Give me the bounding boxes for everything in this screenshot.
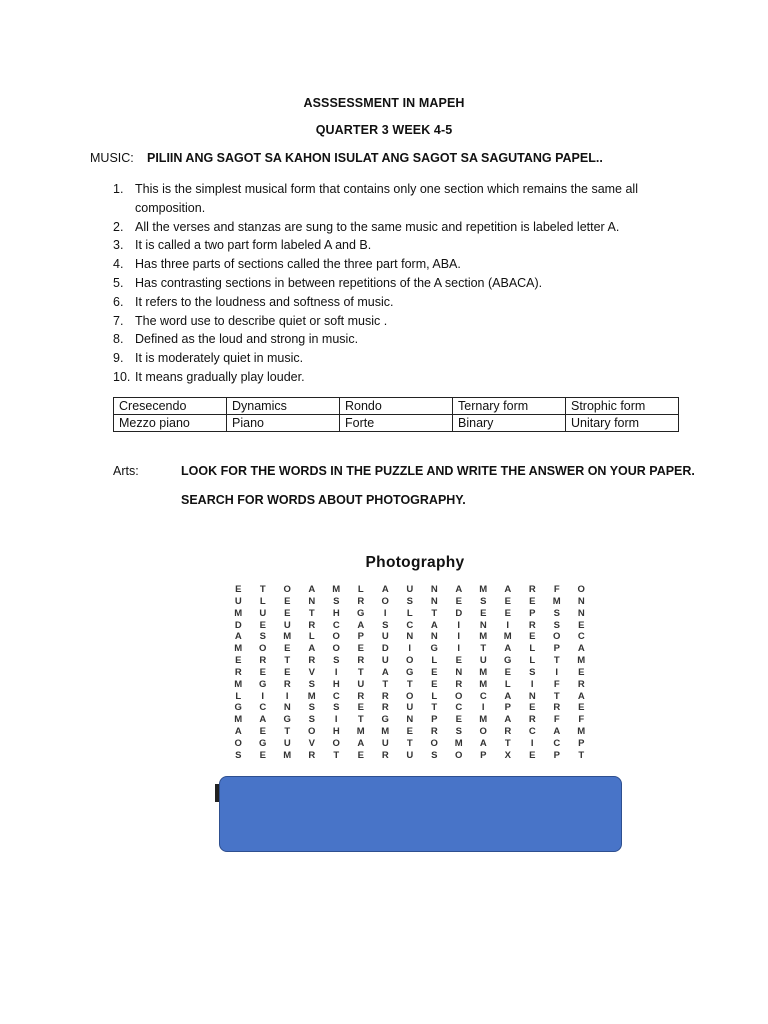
grid-letter: E bbox=[357, 643, 364, 655]
grid-letter: R bbox=[283, 678, 291, 690]
question-number: 10. bbox=[113, 369, 131, 384]
question-number: 1. bbox=[113, 182, 124, 196]
grid-letter: C bbox=[332, 619, 340, 631]
grid-letter: E bbox=[455, 714, 462, 726]
document-title: ASSSESSMENT IN MAPEH bbox=[303, 96, 465, 110]
grid-letter: T bbox=[406, 737, 413, 749]
grid-letter: P bbox=[504, 702, 511, 714]
grid-letter: G bbox=[259, 737, 267, 749]
grid-letter: N bbox=[406, 714, 414, 726]
grid-letter: R bbox=[381, 690, 389, 702]
grid-letter: E bbox=[578, 619, 585, 631]
question-number: 8. bbox=[113, 332, 124, 347]
grid-letter: E bbox=[529, 749, 536, 761]
grid-letter: M bbox=[479, 666, 488, 678]
grid-letter: A bbox=[455, 584, 463, 595]
grid-letter: R bbox=[308, 619, 316, 631]
grid-letter: O bbox=[406, 690, 414, 702]
grid-letter: M bbox=[577, 655, 586, 667]
question-number: 7. bbox=[113, 313, 124, 328]
grid-letter: N bbox=[283, 702, 291, 714]
grid-letter: T bbox=[578, 749, 585, 761]
grid-letter: I bbox=[530, 737, 534, 749]
grid-letter: L bbox=[529, 655, 536, 667]
grid-letter: G bbox=[430, 643, 438, 655]
grid-letter: S bbox=[333, 595, 340, 607]
question-number: 5. bbox=[113, 275, 124, 290]
grid-letter: R bbox=[381, 702, 389, 714]
grid-letter: P bbox=[480, 749, 487, 761]
grid-letter: P bbox=[553, 643, 560, 655]
question-item bbox=[113, 236, 683, 255]
grid-letter: C bbox=[553, 737, 561, 749]
grid-letter: U bbox=[406, 749, 414, 761]
grid-letter: E bbox=[529, 702, 536, 714]
grid-letter: R bbox=[259, 655, 267, 667]
grid-letter: C bbox=[455, 702, 463, 714]
grid-letter: L bbox=[308, 631, 315, 643]
grid-letter: M bbox=[283, 631, 292, 643]
grid-letter: S bbox=[455, 726, 462, 738]
grid-letter: A bbox=[577, 690, 585, 702]
grid-letter: O bbox=[553, 631, 561, 643]
question-text: The word use to describe quiet or soft music . bbox=[135, 313, 388, 328]
table-cell: Rondo bbox=[340, 398, 453, 415]
music-section-label: MUSIC: bbox=[90, 151, 134, 165]
grid-letter: T bbox=[431, 702, 438, 714]
grid-letter: R bbox=[357, 655, 365, 667]
grid-letter: S bbox=[308, 702, 315, 714]
grid-letter: N bbox=[308, 595, 316, 607]
grid-letter: I bbox=[408, 643, 412, 655]
grid-letter: P bbox=[553, 749, 560, 761]
grid-letter: O bbox=[259, 643, 267, 655]
grid-letter: O bbox=[308, 726, 316, 738]
grid-letter: T bbox=[406, 678, 413, 690]
question-text: It is called a two part form labeled A and B. bbox=[135, 238, 372, 253]
grid-letter: E bbox=[235, 584, 242, 595]
grid-letter: F bbox=[553, 714, 560, 726]
grid-letter: R bbox=[357, 690, 365, 702]
grid-letter: U bbox=[259, 607, 267, 619]
grid-letter: S bbox=[553, 607, 560, 619]
table-cell: Dynamics bbox=[227, 398, 340, 415]
grid-letter: D bbox=[455, 607, 463, 619]
question-number: 2. bbox=[113, 219, 124, 234]
question-item bbox=[113, 180, 683, 218]
grid-letter: O bbox=[577, 584, 585, 595]
grid-letter: T bbox=[284, 655, 291, 667]
grid-letter: G bbox=[234, 702, 242, 714]
grid-letter: S bbox=[553, 619, 560, 631]
grid-letter: U bbox=[283, 737, 291, 749]
grid-letter: E bbox=[578, 702, 585, 714]
grid-letter: I bbox=[285, 690, 289, 702]
grid-letter: H bbox=[332, 726, 340, 738]
grid-letter: A bbox=[479, 737, 487, 749]
grid-letter: A bbox=[234, 726, 242, 738]
grid-letter: R bbox=[308, 749, 316, 761]
grid-letter: P bbox=[578, 737, 585, 749]
grid-letter: T bbox=[382, 678, 389, 690]
grid-letter: M bbox=[479, 584, 488, 595]
grid-letter: O bbox=[479, 726, 487, 738]
grid-letter: R bbox=[357, 595, 365, 607]
grid-letter: E bbox=[504, 595, 511, 607]
grid-letter: C bbox=[332, 690, 340, 702]
table-cell: Ternary form bbox=[453, 398, 566, 415]
grid-letter: I bbox=[506, 619, 510, 631]
question-text: Defined as the loud and strong in music. bbox=[135, 332, 359, 347]
grid-letter: A bbox=[357, 619, 365, 631]
grid-letter: F bbox=[553, 678, 560, 690]
grid-letter: U bbox=[234, 595, 242, 607]
grid-letter: U bbox=[479, 655, 487, 667]
grid-letter: R bbox=[308, 655, 316, 667]
grid-letter: V bbox=[308, 737, 315, 749]
grid-letter: T bbox=[431, 607, 438, 619]
grid-letter: T bbox=[333, 749, 340, 761]
table-cell: Unitary form bbox=[566, 415, 679, 432]
grid-letter: D bbox=[381, 643, 389, 655]
grid-letter: E bbox=[431, 678, 438, 690]
grid-letter: H bbox=[332, 607, 340, 619]
grid-letter: U bbox=[283, 619, 291, 631]
table-cell: Piano bbox=[227, 415, 340, 432]
grid-letter: A bbox=[504, 690, 512, 702]
grid-letter: L bbox=[431, 690, 438, 702]
grid-letter: M bbox=[454, 737, 463, 749]
grid-letter: L bbox=[504, 678, 511, 690]
grid-letter: O bbox=[430, 737, 438, 749]
grid-letter: T bbox=[357, 714, 364, 726]
grid-letter: S bbox=[333, 655, 340, 667]
grid-letter: M bbox=[479, 678, 488, 690]
grid-letter: G bbox=[283, 714, 291, 726]
question-text: It is moderately quiet in music. bbox=[135, 351, 304, 366]
arts-instruction: LOOK FOR THE WORDS IN THE PUZZLE AND WRITE THE ANSWER ON YOUR PAPER. bbox=[181, 464, 695, 478]
grid-letter: E bbox=[480, 607, 487, 619]
grid-letter: A bbox=[504, 584, 512, 595]
grid-letter: R bbox=[234, 666, 242, 678]
question-text: It refers to the loudness and softness of music. bbox=[135, 294, 394, 309]
grid-letter: L bbox=[406, 607, 413, 619]
grid-letter: L bbox=[357, 584, 364, 595]
grid-letter: L bbox=[431, 655, 438, 667]
grid-letter: N bbox=[577, 595, 585, 607]
grid-letter: G bbox=[357, 607, 365, 619]
grid-letter: N bbox=[577, 607, 585, 619]
grid-letter: M bbox=[577, 726, 586, 738]
grid-letter: V bbox=[308, 666, 315, 678]
grid-letter: S bbox=[406, 595, 413, 607]
answer-choices-table bbox=[113, 397, 679, 432]
grid-letter: I bbox=[530, 678, 534, 690]
grid-letter: U bbox=[381, 631, 389, 643]
grid-letter: N bbox=[430, 631, 438, 643]
grid-letter: M bbox=[552, 595, 561, 607]
grid-letter: E bbox=[529, 631, 536, 643]
grid-letter: U bbox=[406, 584, 414, 595]
grid-letter: L bbox=[259, 595, 266, 607]
question-text: Has three parts of sections called the three part form, ABA. bbox=[135, 257, 461, 272]
table-cell: Mezzo piano bbox=[114, 415, 227, 432]
grid-letter: M bbox=[479, 631, 488, 643]
grid-letter: I bbox=[334, 714, 338, 726]
grid-letter: C bbox=[406, 619, 414, 631]
grid-letter: R bbox=[528, 619, 536, 631]
grid-letter: S bbox=[382, 619, 389, 631]
grid-letter: E bbox=[529, 595, 536, 607]
document-subtitle: QUARTER 3 WEEK 4-5 bbox=[315, 123, 453, 137]
grid-letter: U bbox=[381, 655, 389, 667]
grid-letter: A bbox=[234, 631, 242, 643]
grid-letter: I bbox=[334, 666, 338, 678]
grid-letter: A bbox=[381, 666, 389, 678]
grid-letter: R bbox=[528, 584, 536, 595]
grid-letter: O bbox=[283, 584, 291, 595]
grid-letter: M bbox=[356, 726, 365, 738]
grid-letter: E bbox=[504, 666, 511, 678]
grid-letter: F bbox=[553, 584, 560, 595]
question-item bbox=[113, 293, 683, 312]
grid-letter: G bbox=[259, 678, 267, 690]
grid-letter: E bbox=[406, 726, 413, 738]
grid-letter: M bbox=[503, 631, 512, 643]
grid-letter: U bbox=[381, 737, 389, 749]
question-number: 6. bbox=[113, 294, 124, 309]
grid-letter: A bbox=[381, 584, 389, 595]
table-cell: Binary bbox=[453, 415, 566, 432]
grid-letter: C bbox=[528, 726, 536, 738]
grid-letter: R bbox=[504, 726, 512, 738]
grid-letter: S bbox=[431, 749, 438, 761]
grid-letter: N bbox=[430, 584, 438, 595]
question-item bbox=[113, 255, 683, 274]
grid-letter: U bbox=[406, 702, 414, 714]
question-text: Has contrasting sections in between repetitions of the A section (ABACA). bbox=[135, 275, 543, 290]
grid-letter: T bbox=[259, 584, 266, 595]
grid-letter: E bbox=[455, 655, 462, 667]
table-cell: Cresecendo bbox=[114, 398, 227, 415]
grid-letter: M bbox=[234, 607, 243, 619]
grid-letter: T bbox=[553, 655, 560, 667]
grid-letter: P bbox=[529, 607, 536, 619]
grid-letter: O bbox=[234, 737, 242, 749]
grid-letter: E bbox=[431, 666, 438, 678]
grid-letter: N bbox=[479, 619, 487, 631]
table-cell: Forte bbox=[340, 415, 453, 432]
question-item bbox=[113, 368, 683, 387]
grid-letter: T bbox=[480, 643, 487, 655]
grid-letter: E bbox=[284, 595, 291, 607]
grid-letter: M bbox=[307, 690, 316, 702]
question-text: This is the simplest musical form that contains only one section which remains the same all composition. bbox=[135, 182, 638, 215]
grid-letter: E bbox=[284, 607, 291, 619]
question-item bbox=[113, 312, 683, 331]
grid-letter: R bbox=[528, 714, 536, 726]
grid-letter: G bbox=[406, 666, 414, 678]
grid-letter: P bbox=[431, 714, 438, 726]
grid-letter: L bbox=[235, 690, 242, 702]
grid-letter: E bbox=[259, 726, 266, 738]
grid-letter: T bbox=[357, 666, 364, 678]
arts-section-label: Arts: bbox=[113, 464, 139, 478]
grid-letter: M bbox=[234, 643, 243, 655]
grid-letter: C bbox=[577, 631, 585, 643]
question-number: 4. bbox=[113, 257, 124, 272]
question-item bbox=[113, 349, 683, 368]
grid-letter: N bbox=[528, 690, 536, 702]
music-question-list bbox=[113, 180, 683, 387]
grid-letter: F bbox=[578, 714, 585, 726]
table-row bbox=[114, 398, 679, 415]
grid-letter: A bbox=[577, 643, 585, 655]
question-item bbox=[113, 330, 683, 349]
grid-letter: A bbox=[430, 619, 438, 631]
answer-box bbox=[219, 776, 622, 852]
grid-letter: E bbox=[284, 643, 291, 655]
grid-letter: R bbox=[455, 678, 463, 690]
grid-letter: O bbox=[332, 737, 340, 749]
music-instruction: PILIIN ANG SAGOT SA KAHON ISULAT ANG SAGOT SA SAGUTANG PAPEL.. bbox=[147, 151, 603, 165]
grid-letter: N bbox=[406, 631, 414, 643]
grid-letter: S bbox=[259, 631, 266, 643]
table-row bbox=[114, 415, 679, 432]
grid-letter: T bbox=[308, 607, 315, 619]
grid-letter: A bbox=[308, 584, 316, 595]
grid-letter: I bbox=[261, 690, 265, 702]
grid-letter: G bbox=[381, 714, 389, 726]
grid-letter: R bbox=[553, 702, 561, 714]
question-text: It means gradually play louder. bbox=[135, 369, 305, 384]
question-item bbox=[113, 274, 683, 293]
grid-letter: S bbox=[308, 714, 315, 726]
grid-letter: G bbox=[504, 655, 512, 667]
grid-letter: P bbox=[357, 631, 364, 643]
question-number: 3. bbox=[113, 238, 124, 253]
grid-letter: E bbox=[284, 666, 291, 678]
grid-letter: I bbox=[457, 643, 461, 655]
grid-letter: N bbox=[430, 595, 438, 607]
grid-letter: R bbox=[381, 749, 389, 761]
grid-letter: I bbox=[383, 607, 387, 619]
grid-letter: X bbox=[504, 749, 511, 761]
grid-letter: R bbox=[430, 726, 438, 738]
grid-letter: A bbox=[357, 737, 365, 749]
question-number: 9. bbox=[113, 351, 124, 366]
grid-letter: R bbox=[577, 678, 585, 690]
arts-sub-instruction: SEARCH FOR WORDS ABOUT PHOTOGRAPHY. bbox=[181, 493, 466, 507]
grid-letter: T bbox=[284, 726, 291, 738]
grid-letter: M bbox=[381, 726, 390, 738]
grid-letter: O bbox=[455, 749, 463, 761]
grid-letter: I bbox=[457, 619, 461, 631]
question-text: All the verses and stanzas are sung to the same music and repetition is labeled letter A. bbox=[135, 219, 620, 234]
grid-letter: U bbox=[357, 678, 365, 690]
grid-letter: E bbox=[357, 749, 364, 761]
grid-letter: L bbox=[529, 643, 536, 655]
grid-letter: O bbox=[381, 595, 389, 607]
grid-letter: E bbox=[504, 607, 511, 619]
grid-letter: M bbox=[234, 714, 243, 726]
grid-letter: M bbox=[234, 678, 243, 690]
grid-letter: O bbox=[332, 643, 340, 655]
grid-letter: S bbox=[235, 749, 242, 761]
grid-letter: H bbox=[332, 678, 340, 690]
grid-letter: N bbox=[455, 666, 463, 678]
grid-letter: E bbox=[259, 749, 266, 761]
grid-letter: S bbox=[480, 595, 487, 607]
grid-letter: S bbox=[333, 702, 340, 714]
grid-letter: C bbox=[479, 690, 487, 702]
grid-letter: A bbox=[553, 726, 561, 738]
puzzle-title: Photography bbox=[365, 554, 465, 571]
grid-letter: S bbox=[308, 678, 315, 690]
grid-letter: D bbox=[234, 619, 242, 631]
grid-letter: E bbox=[259, 666, 266, 678]
grid-letter: M bbox=[332, 584, 341, 595]
grid-letter: O bbox=[406, 655, 414, 667]
question-item bbox=[113, 218, 683, 237]
grid-letter: I bbox=[457, 631, 461, 643]
grid-letter: C bbox=[259, 702, 267, 714]
grid-letter: E bbox=[357, 702, 364, 714]
grid-letter: E bbox=[259, 619, 266, 631]
grid-letter: A bbox=[259, 714, 267, 726]
grid-letter: I bbox=[555, 666, 559, 678]
grid-letter: E bbox=[578, 666, 585, 678]
grid-letter: I bbox=[481, 702, 485, 714]
grid-letter: E bbox=[235, 655, 242, 667]
word-search-grid bbox=[226, 584, 594, 762]
grid-letter: T bbox=[553, 690, 560, 702]
grid-letter: T bbox=[504, 737, 511, 749]
grid-letter: A bbox=[504, 643, 512, 655]
grid-letter: M bbox=[479, 714, 488, 726]
grid-letter: S bbox=[529, 666, 536, 678]
grid-letter: E bbox=[455, 595, 462, 607]
grid-letter: O bbox=[455, 690, 463, 702]
grid-letter: A bbox=[504, 714, 512, 726]
grid-letter: A bbox=[308, 643, 316, 655]
table-cell: Strophic form bbox=[566, 398, 679, 415]
grid-letter: M bbox=[283, 749, 292, 761]
grid-letter: O bbox=[332, 631, 340, 643]
